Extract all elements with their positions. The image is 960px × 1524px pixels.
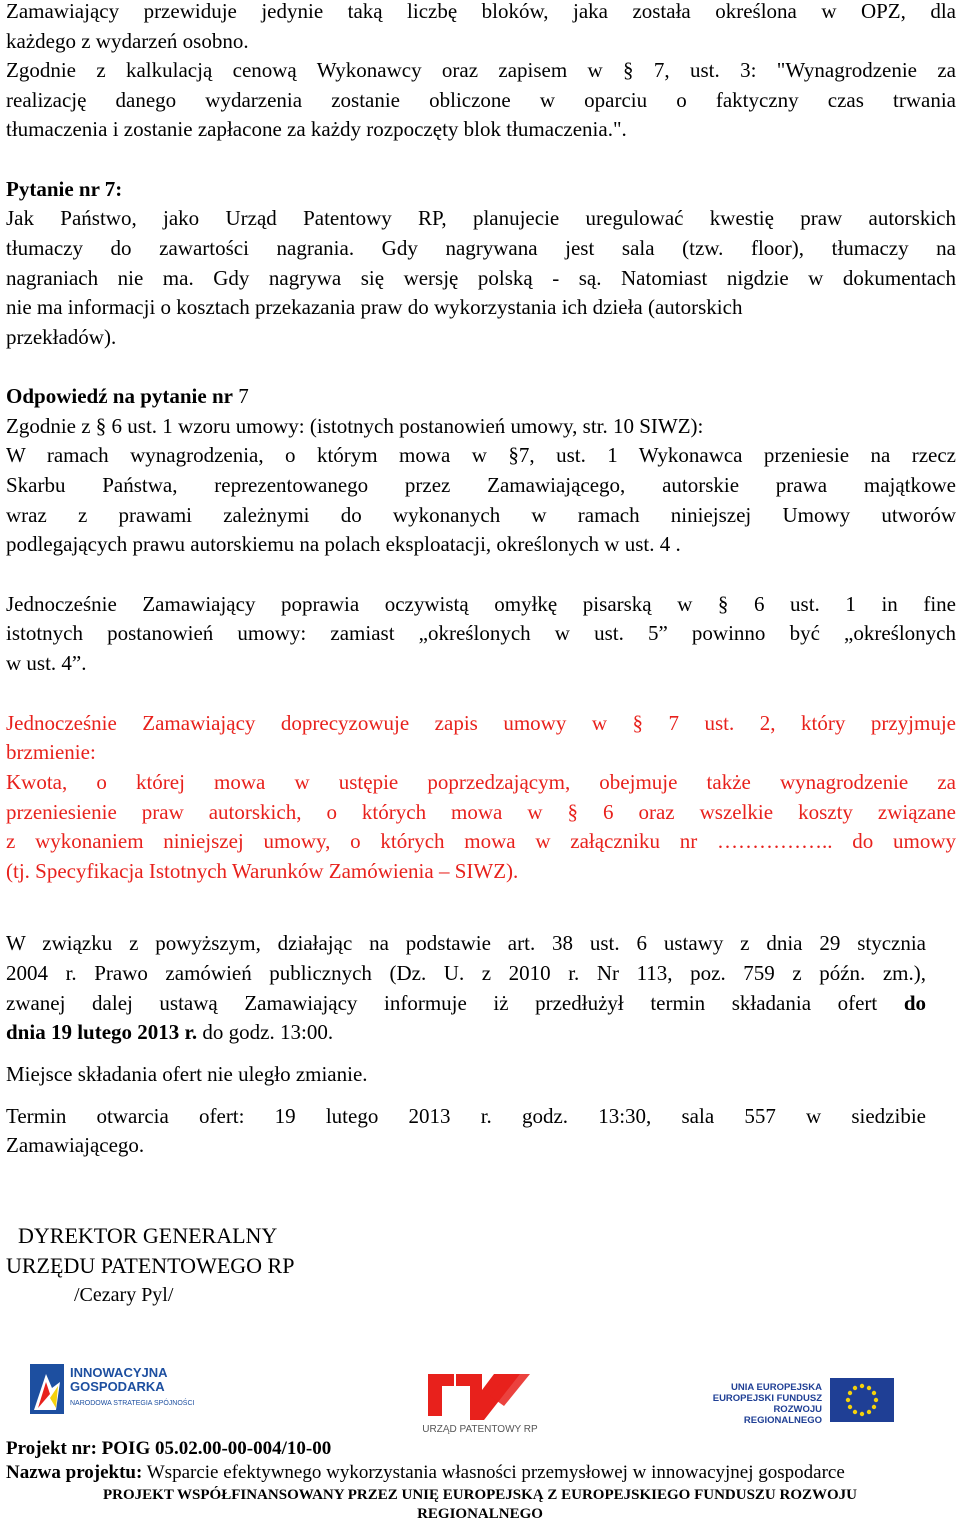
text-line: podlegających prawu autorskiemu na polach eksploatacji, określonych w ust. 4 . xyxy=(6,532,681,556)
text-line: W związku z powyższym, działając na podstawie art. 38 ust. 6 ustawy z dnia 29 stycznia xyxy=(6,931,926,955)
deadline-bold: do xyxy=(903,991,926,1015)
text-line: przekładów). xyxy=(6,325,117,349)
project-name xyxy=(6,1461,845,1485)
text-line: Zamawiający przewiduje jedynie taką liczbę bloków, jaka została określona w OPZ, dla xyxy=(6,0,956,23)
text-line: Jak Państwo, jako Urząd Patentowy RP, planujecie uregulować kwestię praw autorskich xyxy=(6,206,956,230)
ig-title-1: INNOWACYJNA xyxy=(70,1365,168,1380)
text-line: wraz z prawami zależnymi do wykonanych w ramach niniejszej Umowy utworów xyxy=(6,503,956,527)
text-line: tłumaczy do zawartości nagrania. Gdy nagrywana jest sala (tzw. floor), tłumaczy na xyxy=(6,236,956,260)
text-line: Miejsce składania ofert nie uległo zmianie. xyxy=(6,1062,368,1086)
logo-strip xyxy=(0,1360,960,1440)
cofinancing-line-1: PROJEKT WSPÓŁFINANSOWANY PRZEZ UNIĘ EUROPEJSKĄ Z EUROPEJSKIEGO FUNDUSZU ROZWOJU xyxy=(103,1487,857,1503)
text-line: brzmienie: xyxy=(6,740,96,764)
text-line: nie ma informacji o kosztach przekazania praw do wykorzystania ich dzieła (autorskich xyxy=(6,295,743,319)
answer-heading xyxy=(6,382,956,412)
text-line xyxy=(6,1018,926,1048)
text-line: Zgodnie z § 6 ust. 1 wzoru umowy: (istotnych postanowień umowy, str. 10 SIWZ): xyxy=(6,414,704,438)
urzad-patentowy-logo xyxy=(420,1366,540,1440)
eu-line-3: ROZWOJU REGIONALNEGO xyxy=(743,1404,822,1426)
text-line xyxy=(6,989,926,1019)
project-name-label: Nazwa projektu: xyxy=(6,1462,143,1483)
text-segment: zwanej dalej ustawą Zamawiający informuje iż przedłużył termin składania ofert xyxy=(6,991,878,1015)
eu-line-1: UNIA EUROPEJSKA xyxy=(731,1382,822,1393)
text-line: Jednocześnie Zamawiający poprawia oczywistą omyłkę pisarską w § 6 ust. 1 in fine xyxy=(6,592,956,616)
text-line: Termin otwarcia ofert: 19 lutego 2013 r. godz. 13:30, sala 557 w siedzibie xyxy=(6,1104,926,1128)
text-line: realizację danego wydarzenia zostanie obliczone w oparciu o faktyczny czas trwania xyxy=(6,88,956,112)
text-line: w ust. 4”. xyxy=(6,651,87,675)
text-line: Zamawiającego. xyxy=(6,1133,145,1157)
text-line: przeniesienie praw autorskich, o których mowa w § 6 oraz wszelkie koszty związane xyxy=(6,800,956,824)
text-line: Skarbu Państwa, reprezentowanego przez Zamawiającego, autorskie prawa majątkowe xyxy=(6,473,956,497)
signature-office: URZĘDU PATENTOWEGO RP xyxy=(6,1253,295,1278)
text-segment: do godz. 13:00. xyxy=(197,1020,334,1044)
deadline-date: dnia 19 lutego 2013 r. xyxy=(6,1020,198,1044)
ig-subtitle: NARODOWA STRATEGIA SPÓJNOŚCI xyxy=(70,1400,195,1407)
eu-line-2: EUROPEJSKI FUNDUSZ xyxy=(712,1393,822,1404)
answer-heading-number: 7 xyxy=(232,384,249,408)
project-name-value: Wsparcie efektywnego wykorzystania własności przemysłowej w innowacyjnej gospodarce xyxy=(142,1462,845,1483)
project-number: Projekt nr: POIG 05.02.00-00-004/10-00 xyxy=(6,1438,332,1459)
ig-title-2: GOSPODARKA xyxy=(70,1379,165,1394)
eu-flag-icon xyxy=(830,1378,894,1422)
question-heading: Pytanie nr 7: xyxy=(6,177,123,201)
text-line: istotnych postanowień umowy: zamiast „określonych w ust. 5” powinno być „określonych xyxy=(6,621,956,645)
text-line: z wykonaniem niniejszej umowy, o których mowa w załączniku nr …………….. do umowy xyxy=(6,829,956,853)
text-line: każdego z wydarzeń osobno. xyxy=(6,29,249,53)
text-line: Zgodnie z kalkulacją cenową Wykonawcy oraz zapisem w § 7, ust. 3: "Wynagrodzenie za xyxy=(6,58,956,82)
answer-heading-label: Odpowiedź na pytanie nr xyxy=(6,384,233,408)
text-line: 2004 r. Prawo zamówień publicznych (Dz. U. z 2010 r. Nr 113, poz. 759 z późn. zm.), xyxy=(6,961,926,985)
up-rp-mark-icon xyxy=(424,1366,534,1424)
signature-title: DYREKTOR GENERALNY xyxy=(18,1223,278,1248)
text-line: nagraniach nie ma. Gdy nagrywa się wersję polską - są. Natomiast nigdzie w dokumentach xyxy=(6,266,956,290)
text-line: W ramach wynagrodzenia, o którym mowa w §7, ust. 1 Wykonawca przeniesie na rzecz xyxy=(6,443,956,467)
cofinancing-line-2: REGIONALNEGO xyxy=(417,1506,543,1522)
text-line: (tj. Specyfikacja Istotnych Warunków Zamówienia – SIWZ). xyxy=(6,859,519,883)
text-line: Kwota, o której mowa w ustępie poprzedzającym, obejmuje także wynagrodzenie za xyxy=(6,770,956,794)
innowacyjna-gospodarka-logo xyxy=(30,1362,210,1422)
text-line: Jednocześnie Zamawiający doprecyzowuje zapis umowy w § 7 ust. 2, który przyjmuje xyxy=(6,711,956,735)
eu-logo xyxy=(700,1378,900,1428)
signature-name: /Cezary Pyl/ xyxy=(74,1284,174,1306)
text-line: tłumaczenia i zostanie zapłacone za każdy rozpoczęty blok tłumaczenia.". xyxy=(6,117,627,141)
ig-mark-icon xyxy=(30,1364,64,1414)
up-rp-caption: URZĄD PATENTOWY RP xyxy=(422,1424,538,1435)
